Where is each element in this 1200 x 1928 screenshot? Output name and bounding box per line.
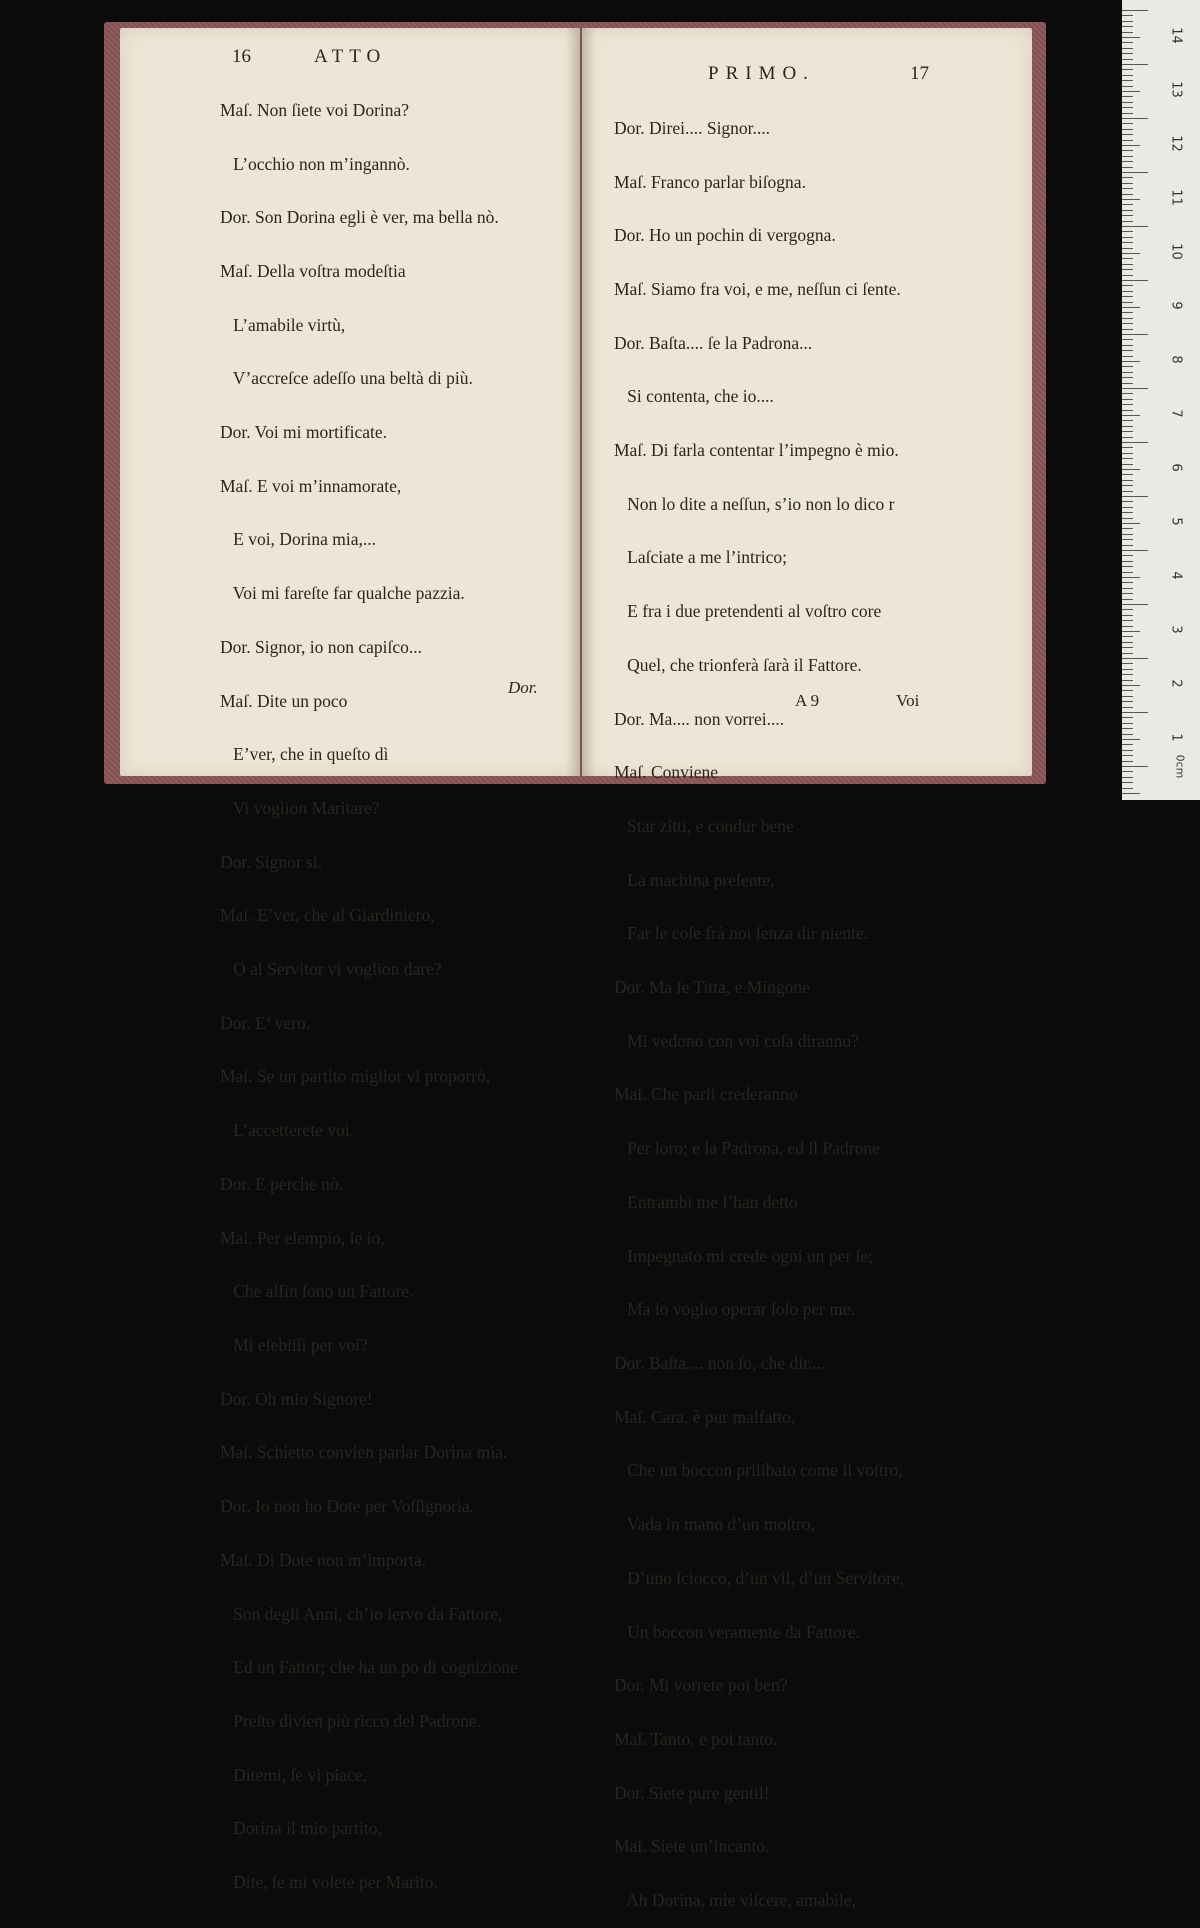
text-line: Dor. Baſta.... non ſo, che dir....	[614, 1352, 826, 1373]
text-line: L’accetterete voi.	[220, 1120, 354, 1141]
ruler-tick	[1122, 599, 1133, 600]
ruler-tick	[1122, 431, 1133, 432]
ruler-tick	[1122, 626, 1133, 627]
ruler-tick	[1122, 512, 1133, 513]
text-line: Voi mi fareſte far qualche pazzia.	[220, 583, 465, 604]
ruler-tick	[1122, 761, 1133, 762]
ruler-number: 5	[1168, 517, 1184, 526]
ruler-tick	[1122, 582, 1133, 583]
ruler-number: 11	[1168, 189, 1184, 206]
text-line: E fra i due pretendenti al voſtro core	[614, 601, 882, 622]
ruler-tick	[1122, 129, 1133, 130]
ruler-tick	[1122, 339, 1133, 340]
ruler-number: 13	[1168, 81, 1184, 98]
text-line: La machina preſente,	[614, 869, 775, 890]
ruler-tick	[1122, 642, 1133, 643]
text-line: Dor. E perche nò.	[220, 1173, 343, 1194]
text-line: Laſciate a me l’intrico;	[614, 547, 787, 568]
ruler-tick	[1122, 80, 1133, 81]
ruler-tick	[1122, 350, 1133, 351]
ruler-tick	[1122, 26, 1133, 27]
ruler-tick	[1122, 707, 1133, 708]
ruler-number: 4	[1168, 571, 1184, 580]
ruler-number: 12	[1168, 135, 1184, 152]
ruler-tick	[1122, 458, 1133, 459]
ruler-tick	[1122, 491, 1133, 492]
ruler-tick	[1122, 37, 1140, 38]
text-line: Dor. Signor, io non capiſco...	[220, 636, 422, 657]
text-line: Si contenta, che io....	[614, 386, 774, 407]
ruler-tick	[1122, 469, 1140, 470]
ruler-tick	[1122, 550, 1148, 551]
ruler-tick	[1122, 561, 1133, 562]
text-line: Vada in mano d’un moſtro,	[614, 1514, 815, 1535]
ruler-tick	[1122, 663, 1133, 664]
text-line: Un boccon veramente da Fattore.	[614, 1621, 860, 1642]
ruler-tick	[1122, 32, 1133, 33]
text-line: Dor. Direi.... Signor....	[614, 117, 771, 138]
ruler-tick	[1122, 572, 1133, 573]
ruler-tick	[1122, 485, 1133, 486]
text-line: Mi eſebiſſi per voi?	[220, 1334, 368, 1355]
ruler-tick	[1122, 620, 1133, 621]
ruler-tick	[1122, 496, 1148, 497]
ruler-tick	[1122, 323, 1133, 324]
text-line: Non lo dite a neſſun, s’io non lo dico r	[614, 493, 895, 514]
ruler-tick	[1122, 528, 1133, 529]
ruler-tick	[1122, 253, 1140, 254]
text-line: V’accreſce adeſſo una beltà di più.	[220, 368, 473, 389]
ruler-tick	[1122, 480, 1133, 481]
text-line: O al Servitor vi voglion dare?	[220, 959, 442, 980]
ruler-tick	[1122, 539, 1133, 540]
ruler-tick	[1122, 523, 1140, 524]
ruler-tick	[1122, 690, 1133, 691]
ruler-tick	[1122, 631, 1140, 632]
text-line: E voi, Dorina mia,...	[220, 529, 377, 550]
ruler-tick	[1122, 75, 1133, 76]
ruler-tick	[1122, 388, 1148, 389]
ruler-tick	[1122, 269, 1133, 270]
text-line: Maſ. Per eſempio, ſe io,	[220, 1227, 385, 1248]
ruler-tick	[1122, 248, 1133, 249]
ruler-tick	[1122, 96, 1133, 97]
ruler-tick	[1122, 161, 1133, 162]
ruler-tick	[1122, 177, 1133, 178]
ruler-tick	[1122, 42, 1133, 43]
ruler-tick	[1122, 744, 1133, 745]
ruler-tick	[1122, 312, 1133, 313]
ruler-tick	[1122, 788, 1133, 789]
text-line: Ed un Fattor; che ha un po di cognizione	[220, 1657, 518, 1678]
text-line: Dite, ſe mi volete per Marito.	[220, 1872, 438, 1893]
left-page-number: 16	[232, 46, 251, 67]
ruler-tick	[1122, 280, 1148, 281]
ruler-tick	[1122, 53, 1133, 54]
ruler-tick	[1122, 231, 1133, 232]
ruler-tick	[1122, 194, 1133, 195]
ruler-tick	[1122, 647, 1133, 648]
ruler-number: 9	[1168, 301, 1184, 310]
ruler-tick	[1122, 555, 1133, 556]
measurement-ruler	[1122, 0, 1200, 800]
ruler-tick	[1122, 750, 1133, 751]
ruler-tick	[1122, 107, 1133, 108]
ruler-tick	[1122, 636, 1133, 637]
ruler-tick	[1122, 658, 1148, 659]
ruler-tick	[1122, 415, 1140, 416]
ruler-tick	[1122, 739, 1140, 740]
ruler-tick	[1122, 118, 1148, 119]
ruler-tick	[1122, 48, 1133, 49]
text-line: Dor. Ma.... non vorrei....	[614, 708, 785, 729]
text-line: Ma io voglio operar ſolo per me.	[614, 1299, 856, 1320]
ruler-tick	[1122, 210, 1133, 211]
ruler-tick	[1122, 593, 1133, 594]
left-catchword: Dor.	[508, 678, 538, 697]
ruler-tick	[1122, 318, 1133, 319]
ruler-tick	[1122, 167, 1133, 168]
ruler-tick	[1122, 372, 1133, 373]
text-line: Son degli Anni, ch’io ſervo da Fattore,	[220, 1603, 503, 1624]
ruler-tick	[1122, 577, 1140, 578]
ruler-tick	[1122, 145, 1140, 146]
ruler-tick	[1122, 264, 1133, 265]
text-line: Maſ. Dite un poco	[220, 690, 348, 711]
ruler-tick	[1122, 199, 1140, 200]
ruler-tick	[1122, 734, 1133, 735]
text-line: L’amabile virtù,	[220, 314, 346, 335]
ruler-tick	[1122, 258, 1133, 259]
text-line: Dor. Ho un pochin di vergogna.	[614, 225, 836, 246]
text-line: Maſ. Di Dote non m’importa.	[220, 1549, 427, 1570]
ruler-tick	[1122, 393, 1133, 394]
text-line: Maſ. Cara, è pur malfatto,	[614, 1406, 796, 1427]
ruler-tick	[1122, 701, 1133, 702]
ruler-tick	[1122, 156, 1133, 157]
ruler-tick	[1122, 329, 1133, 330]
text-line: Dor. Voi mi mortificate.	[220, 422, 388, 443]
ruler-tick	[1122, 766, 1148, 767]
ruler-tick	[1122, 545, 1133, 546]
right-running-head: PRIMO.	[708, 63, 815, 84]
ruler-tick	[1122, 717, 1133, 718]
ruler-tick	[1122, 680, 1133, 681]
ruler-tick	[1122, 518, 1133, 519]
text-line: Entrambi me l’han detto	[614, 1191, 798, 1212]
ruler-tick	[1122, 366, 1133, 367]
ruler-tick	[1122, 291, 1133, 292]
ruler-tick	[1122, 275, 1133, 276]
ruler-tick	[1122, 712, 1148, 713]
ruler-tick	[1122, 437, 1133, 438]
ruler-tick	[1122, 69, 1133, 70]
ruler-tick	[1122, 15, 1133, 16]
ruler-number: 14	[1168, 27, 1184, 44]
text-line: Che alfin ſono un Fattore.	[220, 1281, 414, 1302]
ruler-tick	[1122, 10, 1148, 11]
ruler-tick	[1122, 685, 1140, 686]
ruler-tick	[1122, 21, 1133, 22]
ruler-tick	[1122, 420, 1133, 421]
ruler-tick	[1122, 464, 1133, 465]
ruler-tick	[1122, 696, 1133, 697]
ruler-tick	[1122, 755, 1133, 756]
text-line: Maſ. Franco parlar biſogna.	[614, 171, 806, 192]
ruler-tick	[1122, 447, 1133, 448]
text-line: Maſ. Se un partito miglior vi proporrò,	[220, 1066, 491, 1087]
ruler-tick	[1122, 615, 1133, 616]
ruler-tick	[1122, 604, 1148, 605]
ruler-tick	[1122, 399, 1133, 400]
ruler-tick	[1122, 410, 1133, 411]
text-line: Dor. Mi vorrete poi ben?	[614, 1675, 788, 1696]
text-line: Maſ. Tanto, e poi tanto.	[614, 1728, 778, 1749]
ruler-tick	[1122, 377, 1133, 378]
text-line: Dor. E’ vero.	[220, 1012, 311, 1033]
text-line: Dor. Ma ſe Titta, e Mingone	[614, 977, 810, 998]
ruler-tick	[1122, 307, 1140, 308]
ruler-tick	[1122, 501, 1133, 502]
ruler-tick	[1122, 442, 1148, 443]
text-line: Maſ. Della voſtra modeſtia	[220, 260, 406, 281]
ruler-tick	[1122, 777, 1133, 778]
text-line: Maſ. Di farla contentar l’impegno è mio.	[614, 440, 899, 461]
ruler-tick	[1122, 215, 1133, 216]
ruler-tick	[1122, 728, 1133, 729]
ruler-tick	[1122, 453, 1133, 454]
ruler-tick	[1122, 86, 1133, 87]
ruler-tick	[1122, 609, 1133, 610]
ruler-tick	[1122, 113, 1133, 114]
ruler-tick	[1122, 172, 1148, 173]
ruler-tick	[1122, 782, 1133, 783]
ruler-tick	[1122, 140, 1133, 141]
ruler-tick	[1122, 771, 1133, 772]
text-line: Maſ. Non ſiete voi Dorina?	[220, 99, 410, 120]
text-line: Maſ. Siete un’incanto.	[614, 1836, 770, 1857]
text-line: Ah Dorina, mie viſcere, amabile,	[614, 1890, 857, 1911]
ruler-number: 7	[1168, 409, 1184, 418]
text-line: Vi voglion Maritare?	[220, 797, 380, 818]
right-page-text	[614, 84, 904, 1928]
ruler-tick	[1122, 221, 1133, 222]
ruler-tick	[1122, 285, 1133, 286]
text-line: Maſ. E’ver, che al Giardiniero,	[220, 905, 435, 926]
ruler-tick	[1122, 102, 1133, 103]
text-line: Maſ. Conviene	[614, 762, 719, 783]
ruler-tick	[1122, 534, 1133, 535]
ruler-tick	[1122, 188, 1133, 189]
text-line: Quel, che trionferà ſarà il Fattore.	[614, 654, 862, 675]
text-line: Dor. Signor sì.	[220, 851, 323, 872]
signature-mark: A 9	[795, 691, 820, 710]
text-line: Maſ. Schietto convien parlar Dorina mia.	[220, 1442, 508, 1463]
ruler-tick	[1122, 204, 1133, 205]
text-line: Dor. Son Dorina egli è ver, ma bella nò.	[220, 207, 499, 228]
ruler-tick	[1122, 723, 1133, 724]
ruler-unit: 0cm	[1173, 754, 1187, 779]
ruler-tick	[1122, 426, 1133, 427]
ruler-tick	[1122, 150, 1133, 151]
ruler-number: 8	[1168, 355, 1184, 364]
ruler-number: 3	[1168, 625, 1184, 634]
ruler-tick	[1122, 793, 1140, 794]
text-line: Maſ. E voi m’innamorate,	[220, 475, 402, 496]
ruler-number: 1	[1168, 733, 1184, 742]
ruler-tick	[1122, 302, 1133, 303]
text-line: E’ver, che in queſto dì	[220, 744, 389, 765]
right-page-number: 17	[910, 63, 929, 84]
text-line: Dorina il mio partito,	[220, 1818, 382, 1839]
text-line: Far le coſe frà noi ſenza dir niente.	[614, 923, 869, 944]
text-line: D’uno ſciocco, d’un vil, d’un Servitore,	[614, 1567, 905, 1588]
text-line: Dor. Io non ho Dote per Voſſignoria.	[220, 1496, 475, 1517]
ruler-tick	[1122, 669, 1133, 670]
ruler-tick	[1122, 334, 1148, 335]
ruler-number: 2	[1168, 679, 1184, 688]
right-catchword: Voi	[896, 691, 920, 710]
ruler-tick	[1122, 91, 1140, 92]
text-line: Dor. Oh mio Signore!	[220, 1388, 373, 1409]
ruler-tick	[1122, 296, 1133, 297]
ruler-tick	[1122, 64, 1148, 65]
ruler-tick	[1122, 237, 1133, 238]
book-gutter	[566, 28, 596, 776]
ruler-tick	[1122, 507, 1133, 508]
ruler-tick	[1122, 226, 1148, 227]
ruler-tick	[1122, 242, 1133, 243]
ruler-tick	[1122, 674, 1133, 675]
ruler-tick	[1122, 59, 1133, 60]
text-line: Che un boccon prilibato come il voſtro,	[614, 1460, 903, 1481]
text-line: Maſ. Siamo fra voi, e me, neſſun ci ſente.	[614, 278, 901, 299]
ruler-tick	[1122, 474, 1133, 475]
ruler-tick	[1122, 356, 1133, 357]
ruler-tick	[1122, 588, 1133, 589]
ruler-tick	[1122, 383, 1133, 384]
ruler-tick	[1122, 123, 1133, 124]
text-line: Star zitti, e condur bene	[614, 815, 794, 836]
left-running-head: ATTO	[314, 46, 387, 67]
text-line: Mi vedono con voi coſa diranno?	[614, 1030, 859, 1051]
ruler-tick	[1122, 566, 1133, 567]
ruler-number: 10	[1168, 243, 1184, 260]
ruler-tick	[1122, 134, 1133, 135]
ruler-number: 6	[1168, 463, 1184, 472]
text-line: Dor. Baſta.... ſe la Padrona...	[614, 332, 813, 353]
ruler-tick	[1122, 653, 1133, 654]
text-line: Ditemi, ſe vi piace,	[220, 1764, 367, 1785]
text-line: Preſto divien più ricco del Padrone.	[220, 1710, 481, 1731]
ruler-tick	[1122, 345, 1133, 346]
ruler-tick	[1122, 183, 1133, 184]
text-line: Dor. Siete pure gentil!	[614, 1782, 770, 1803]
text-line: Maſ. Che parli crederanno	[614, 1084, 798, 1105]
text-line: Per loro; e la Padrona, ed il Padrone	[614, 1138, 880, 1159]
ruler-tick	[1122, 361, 1140, 362]
text-line: Impegnato mi crede ogni un per ſe;	[614, 1245, 874, 1266]
ruler-tick	[1122, 404, 1133, 405]
text-line: L’occhio non m’ingannò.	[220, 153, 410, 174]
left-page-text	[220, 66, 518, 1910]
